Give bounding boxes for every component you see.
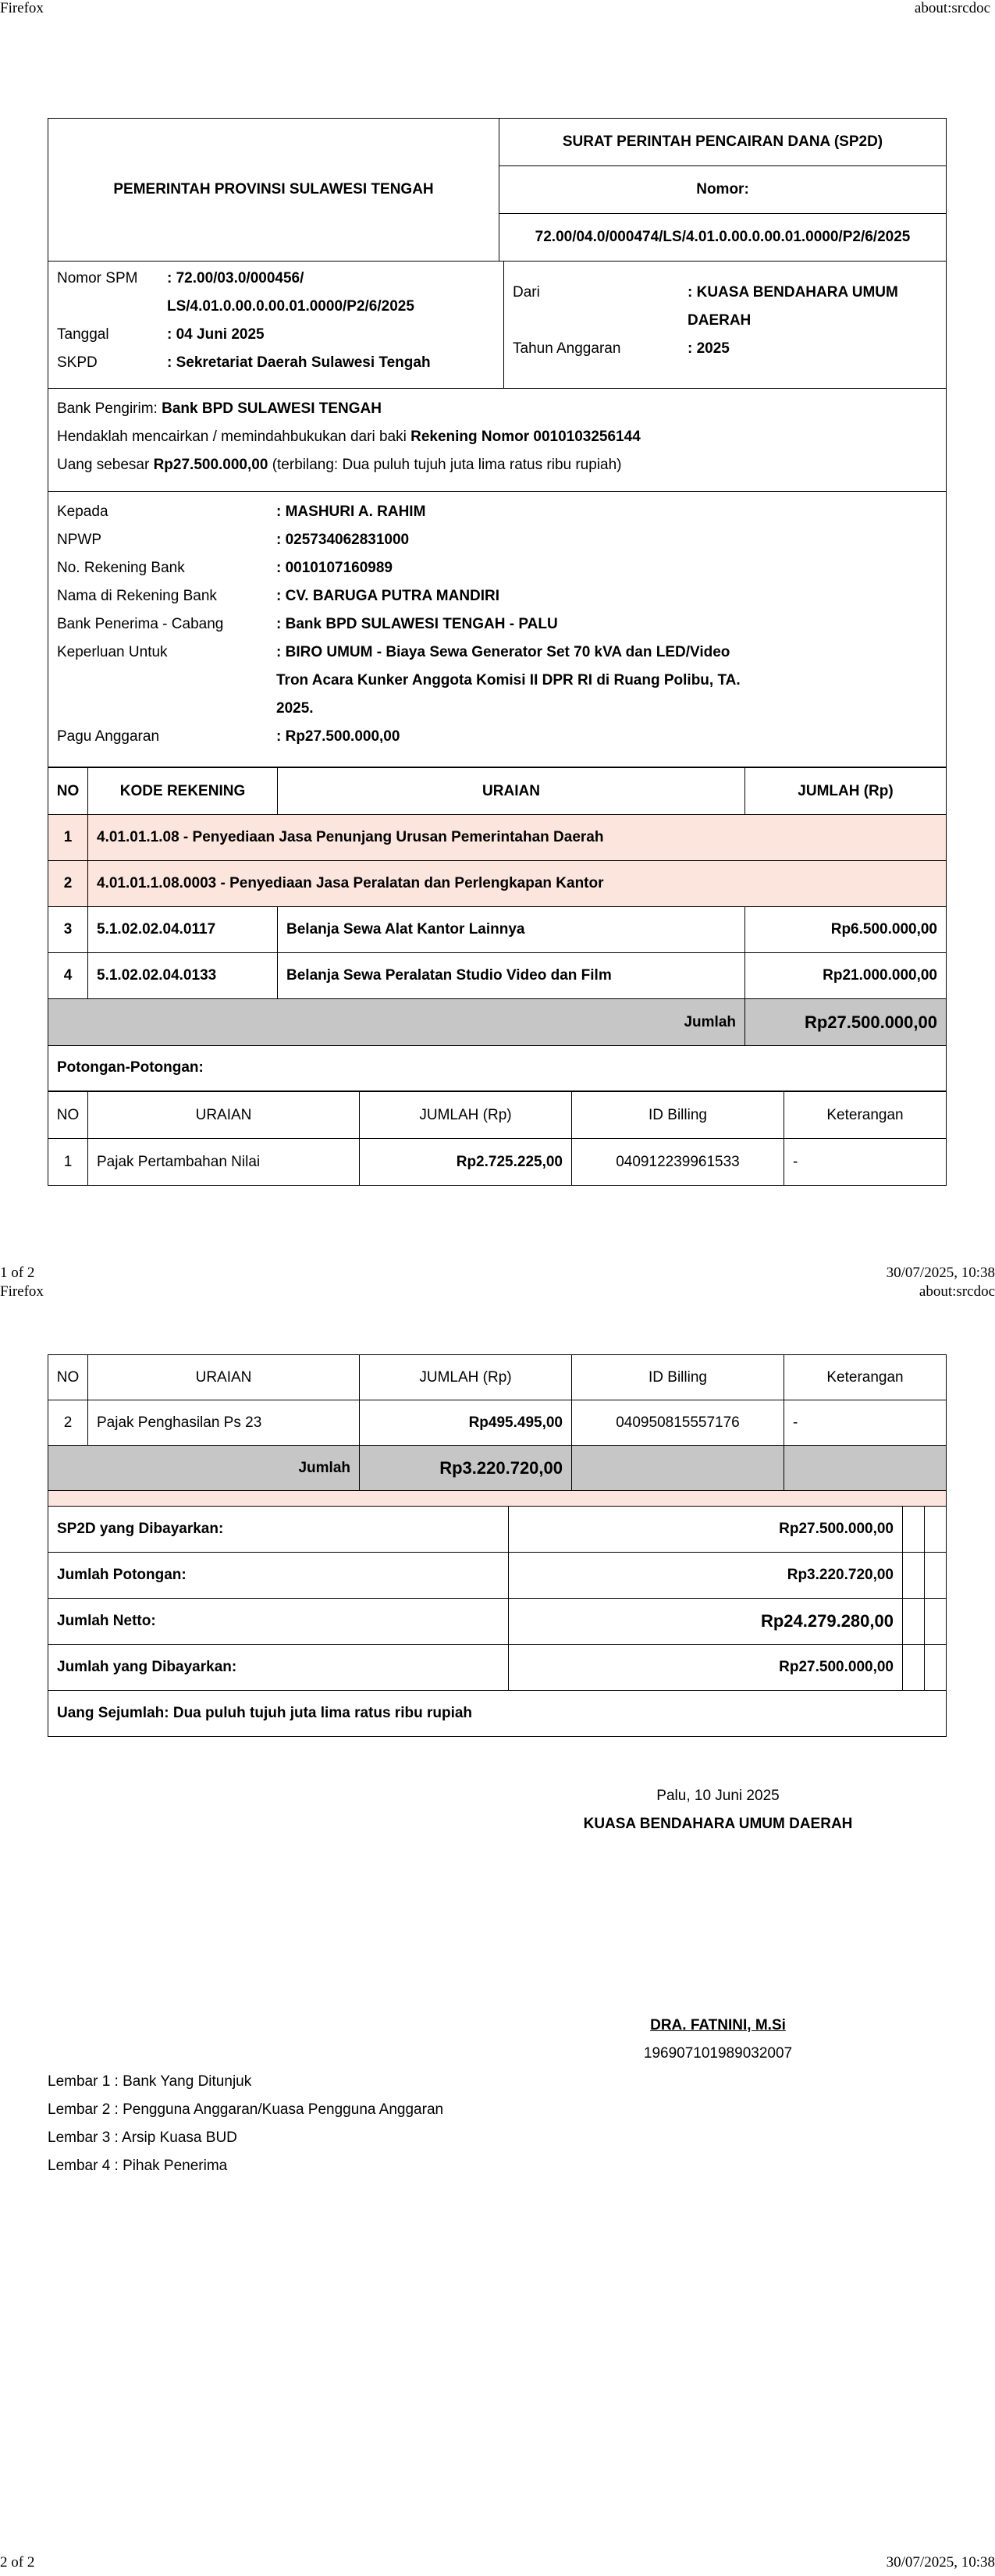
signature-name: DRA. FATNINI, M.Si bbox=[650, 2017, 786, 2033]
row-kegiatan: 4.01.01.1.08.0003 - Penyediaan Jasa Peralatan dan Perlengkapan Kantor bbox=[88, 861, 947, 907]
terbilang-text: Uang Sejumlah: Dua puluh tujuh juta lima ratus ribu rupiah bbox=[48, 1691, 947, 1737]
total-label: Jumlah bbox=[48, 1446, 360, 1491]
nomor-value: 72.00/04.0/000474/LS/4.01.0.00.0.00.01.0000/P2/6/2025 bbox=[499, 214, 947, 262]
empty-cell bbox=[903, 1507, 925, 1553]
tahun-value: : 2025 bbox=[688, 340, 730, 357]
skpd-value: : Sekretariat Daerah Sulawesi Tengah bbox=[167, 354, 431, 371]
row-kode: 5.1.02.02.04.0117 bbox=[88, 907, 278, 953]
row-billing: 040950815557176 bbox=[572, 1400, 784, 1446]
row-no: 1 bbox=[48, 1139, 88, 1186]
sp2d-label: SP2D yang Dibayarkan: bbox=[48, 1507, 509, 1553]
tahun-label: Tahun Anggaran bbox=[513, 340, 621, 357]
pagu-value: : Rp27.500.000,00 bbox=[276, 728, 400, 745]
row-uraian: Pajak Penghasilan Ps 23 bbox=[88, 1400, 360, 1446]
signature-nip: 196907101989032007 bbox=[643, 2045, 793, 2062]
empty-cell bbox=[903, 1645, 925, 1691]
lembar-item: Lembar 4 : Pihak Penerima bbox=[48, 2158, 228, 2174]
potongan-header bbox=[48, 1092, 947, 1139]
netto-value: Rp24.279.280,00 bbox=[509, 1599, 903, 1645]
col-no: NO bbox=[48, 1355, 88, 1400]
lembar-item: Lembar 1 : Bank Yang Ditunjuk bbox=[48, 2073, 252, 2090]
potongan-label: Jumlah Potongan: bbox=[48, 1553, 509, 1599]
browser-url-page1: about:srcdoc bbox=[914, 0, 990, 16]
tanggal-value: : 04 Juni 2025 bbox=[167, 326, 265, 343]
col-keterangan: Keterangan bbox=[784, 1092, 947, 1139]
amount-text: Uang sebesar bbox=[57, 457, 150, 473]
row-jumlah: Rp495.495,00 bbox=[360, 1400, 572, 1446]
lembar-item: Lembar 3 : Arsip Kuasa BUD bbox=[48, 2129, 237, 2146]
bank-cabang-label: Bank Penerima - Cabang bbox=[57, 616, 224, 632]
potongan-title: Potongan-Potongan: bbox=[57, 1059, 204, 1076]
print-time-2: 30/07/2025, 10:38 bbox=[886, 2554, 995, 2571]
rekening-table-header bbox=[48, 768, 947, 815]
potongan-title-box bbox=[48, 1045, 947, 1091]
dibayar-label: Jumlah yang Dibayarkan: bbox=[48, 1645, 509, 1691]
dibayar-value: Rp27.500.000,00 bbox=[509, 1645, 903, 1691]
document-title: SURAT PERINTAH PENCAIRAN DANA (SP2D) bbox=[499, 119, 947, 166]
npwp-label: NPWP bbox=[57, 532, 101, 548]
row-keterangan: - bbox=[784, 1400, 947, 1446]
col-jumlah: JUMLAH (Rp) bbox=[360, 1355, 572, 1400]
dari-label: Dari bbox=[513, 284, 540, 301]
bank-section bbox=[48, 389, 947, 492]
empty-cell bbox=[925, 1599, 947, 1645]
row-jumlah: Rp21.000.000,00 bbox=[745, 953, 947, 999]
col-kode: KODE REKENING bbox=[88, 768, 278, 815]
bank-pengirim-value: Bank BPD SULAWESI TENGAH bbox=[162, 400, 382, 417]
sp2d-value: Rp27.500.000,00 bbox=[509, 1507, 903, 1553]
keperluan-label: Keperluan Untuk bbox=[57, 644, 168, 660]
col-jumlah: JUMLAH (Rp) bbox=[360, 1092, 572, 1139]
signature-place-date: Palu, 10 Juni 2025 bbox=[656, 1788, 780, 1804]
empty-cell bbox=[572, 1446, 784, 1491]
row-program: 4.01.01.1.08 - Penyediaan Jasa Penunjang Urusan Pemerintahan Daerah bbox=[88, 815, 947, 861]
rekening-label: No. Rekening Bank bbox=[57, 560, 185, 576]
info-section bbox=[48, 261, 947, 389]
row-uraian: Pajak Pertambahan Nilai bbox=[88, 1139, 360, 1186]
netto-label: Jumlah Netto: bbox=[48, 1599, 509, 1645]
col-no: NO bbox=[48, 768, 88, 815]
nama-rekening-value: : CV. BARUGA PUTRA MANDIRI bbox=[276, 588, 500, 604]
skpd-label: SKPD bbox=[57, 354, 98, 371]
page-number-1: 1 of 2 bbox=[0, 1265, 35, 1281]
spm-value-2: LS/4.01.0.00.0.00.01.0000/P2/6/2025 bbox=[167, 298, 414, 315]
row-uraian: Belanja Sewa Peralatan Studio Video dan Film bbox=[278, 953, 745, 999]
total-label: Jumlah bbox=[48, 999, 745, 1046]
potongan-table-page1 bbox=[48, 1091, 947, 1186]
row-keterangan: - bbox=[784, 1139, 947, 1186]
sp2d-header-table bbox=[48, 118, 947, 262]
table-row bbox=[48, 1400, 947, 1446]
print-time-1: 30/07/2025, 10:38 bbox=[886, 1265, 995, 1281]
npwp-value: : 025734062831000 bbox=[276, 532, 410, 548]
browser-url-page2: about:srcdoc bbox=[919, 1283, 995, 1300]
info-left bbox=[48, 261, 504, 388]
browser-name-page1: Firefox bbox=[0, 0, 44, 16]
potongan-header bbox=[48, 1355, 947, 1400]
col-uraian: URAIAN bbox=[88, 1092, 360, 1139]
table-row bbox=[48, 907, 947, 953]
potongan-table-page2 bbox=[48, 1354, 947, 1507]
row-uraian: Belanja Sewa Alat Kantor Lainnya bbox=[278, 907, 745, 953]
col-billing: ID Billing bbox=[572, 1092, 784, 1139]
total-value: Rp27.500.000,00 bbox=[745, 999, 947, 1046]
penerima-section bbox=[48, 492, 947, 767]
row-no: 1 bbox=[48, 815, 88, 861]
potongan-value: Rp3.220.720,00 bbox=[509, 1553, 903, 1599]
tanggal-label: Tanggal bbox=[57, 326, 109, 343]
table-row bbox=[48, 953, 947, 999]
bank-pengirim-label: Bank Pengirim: bbox=[57, 400, 158, 417]
signature-role: KUASA BENDAHARA UMUM DAERAH bbox=[583, 1816, 853, 1832]
total-value: Rp3.220.720,00 bbox=[360, 1446, 572, 1491]
page-number-2: 2 of 2 bbox=[0, 2554, 35, 2571]
instruction-text: Hendaklah mencairkan / memindahbukukan dari baki bbox=[57, 429, 407, 445]
summary-row bbox=[48, 1645, 947, 1691]
rekening-total-row bbox=[48, 999, 947, 1046]
row-jumlah: Rp2.725.225,00 bbox=[360, 1139, 572, 1186]
col-uraian: URAIAN bbox=[88, 1355, 360, 1400]
kepada-value: : MASHURI A. RAHIM bbox=[276, 503, 426, 520]
empty-cell bbox=[925, 1645, 947, 1691]
nomor-label: Nomor: bbox=[499, 166, 947, 214]
table-row bbox=[48, 815, 947, 861]
row-billing: 040912239961533 bbox=[572, 1139, 784, 1186]
table-row bbox=[48, 1139, 947, 1186]
spacer-cell bbox=[48, 1491, 947, 1507]
col-billing: ID Billing bbox=[572, 1355, 784, 1400]
kepada-label: Kepada bbox=[57, 503, 108, 520]
row-no: 3 bbox=[48, 907, 88, 953]
row-no: 2 bbox=[48, 1400, 88, 1446]
summary-table bbox=[48, 1506, 947, 1737]
pagu-label: Pagu Anggaran bbox=[57, 728, 160, 745]
col-uraian: URAIAN bbox=[278, 768, 745, 815]
nama-rekening-label: Nama di Rekening Bank bbox=[57, 588, 217, 604]
empty-cell bbox=[784, 1446, 947, 1491]
table-row bbox=[48, 861, 947, 907]
row-kode: 5.1.02.02.04.0133 bbox=[88, 953, 278, 999]
dari-value-2: DAERAH bbox=[688, 312, 752, 329]
spm-label: Nomor SPM bbox=[57, 270, 138, 286]
rekening-table bbox=[48, 767, 947, 1046]
bank-pengirim-line bbox=[57, 400, 382, 418]
amount-value: Rp27.500.000,00 bbox=[153, 457, 268, 473]
potongan-total-row bbox=[48, 1446, 947, 1491]
row-no: 4 bbox=[48, 953, 88, 999]
spm-value-1: : 72.00/03.0/000456/ bbox=[167, 270, 304, 286]
spacer-row bbox=[48, 1491, 947, 1507]
keperluan-value-3: 2025. bbox=[276, 700, 314, 717]
empty-cell bbox=[903, 1599, 925, 1645]
col-keterangan: Keterangan bbox=[784, 1355, 947, 1400]
summary-row bbox=[48, 1507, 947, 1553]
lembar-item: Lembar 2 : Pengguna Anggaran/Kuasa Pengguna Anggaran bbox=[48, 2101, 444, 2118]
keperluan-value-1: : BIRO UMUM - Biaya Sewa Generator Set 70 kVA dan LED/Video bbox=[276, 644, 730, 660]
rekening-nomor: Rekening Nomor 0010103256144 bbox=[410, 429, 641, 445]
empty-cell bbox=[925, 1507, 947, 1553]
government-name: PEMERINTAH PROVINSI SULAWESI TENGAH bbox=[48, 119, 499, 262]
info-right bbox=[504, 261, 946, 388]
summary-row bbox=[48, 1599, 947, 1645]
keperluan-value-2: Tron Acara Kunker Anggota Komisi II DPR RI di Ruang Polibu, TA. bbox=[276, 672, 741, 688]
col-no: NO bbox=[48, 1092, 88, 1139]
rekening-value: : 0010107160989 bbox=[276, 560, 393, 576]
row-no: 2 bbox=[48, 861, 88, 907]
empty-cell bbox=[925, 1553, 947, 1599]
rekening-instruction-line bbox=[57, 429, 641, 446]
row-jumlah: Rp6.500.000,00 bbox=[745, 907, 947, 953]
empty-cell bbox=[903, 1553, 925, 1599]
summary-row bbox=[48, 1691, 947, 1737]
col-jumlah: JUMLAH (Rp) bbox=[745, 768, 947, 815]
bank-cabang-value: : Bank BPD SULAWESI TENGAH - PALU bbox=[276, 616, 558, 632]
browser-name-page2: Firefox bbox=[0, 1283, 44, 1300]
amount-line bbox=[57, 457, 622, 474]
dari-value-1: : KUASA BENDAHARA UMUM bbox=[688, 284, 898, 301]
summary-row bbox=[48, 1553, 947, 1599]
amount-terbilang: (terbilang: Dua puluh tujuh juta lima ratus ribu rupiah) bbox=[272, 457, 622, 473]
